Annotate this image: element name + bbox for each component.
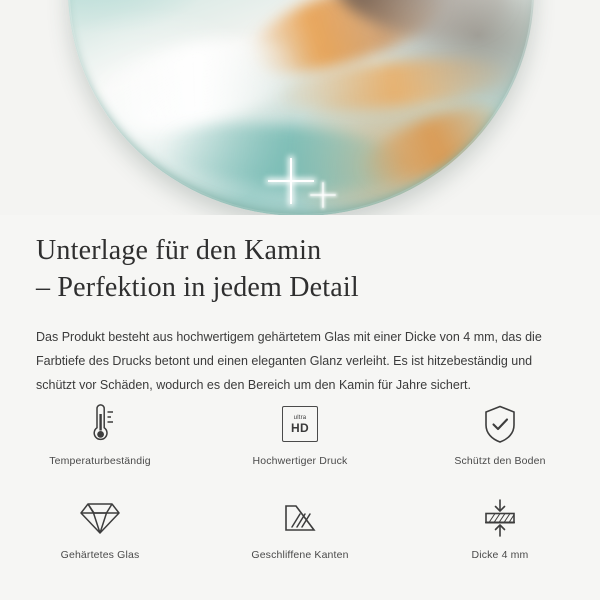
feature-protects-floor	[400, 395, 600, 485]
feature-high-quality-print	[200, 395, 400, 485]
polished-edges-icon	[280, 495, 320, 541]
feature-thickness	[400, 489, 600, 579]
badge-hd-text: HD	[291, 420, 309, 435]
page-title-line-2: – Perfektion in jedem Detail	[36, 271, 359, 303]
feature-label: Geschliffene Kanten	[251, 549, 349, 561]
feature-label: Hochwertiger Druck	[252, 455, 348, 467]
ultra-hd-badge-icon	[282, 401, 318, 447]
feature-grid	[0, 395, 600, 579]
badge-ultra-text: ultra	[293, 414, 307, 421]
page-title-line-1: Unterlage für den Kamin	[36, 235, 322, 266]
text-content	[0, 215, 600, 397]
thermometer-icon	[84, 401, 116, 447]
thickness-arrows-icon	[480, 495, 520, 541]
diamond-icon	[79, 495, 121, 541]
feature-polished-edges	[200, 489, 400, 579]
feature-label: Temperaturbeständig	[49, 455, 151, 467]
hero-image	[0, 0, 600, 215]
feature-label: Gehärtetes Glas	[60, 549, 140, 561]
feature-tempered-glass	[0, 489, 200, 579]
feature-temperature-resistant	[0, 395, 200, 485]
page-title	[0, 215, 600, 307]
shield-check-icon	[481, 401, 519, 447]
feature-label: Schützt den Boden	[454, 455, 546, 467]
feature-label: Dicke 4 mm	[471, 549, 529, 561]
description-paragraph: Das Produkt besteht aus hochwertigem gehärtetem Glas mit einer Dicke von 4 mm, das die Farbtiefe des Drucks betont und einen eleganten Glanz verleiht. Es ist hitzebeständig und schützt vor Schäden, wodurch es den Bereich um den Kamin für Jahre sichert.	[36, 329, 542, 392]
